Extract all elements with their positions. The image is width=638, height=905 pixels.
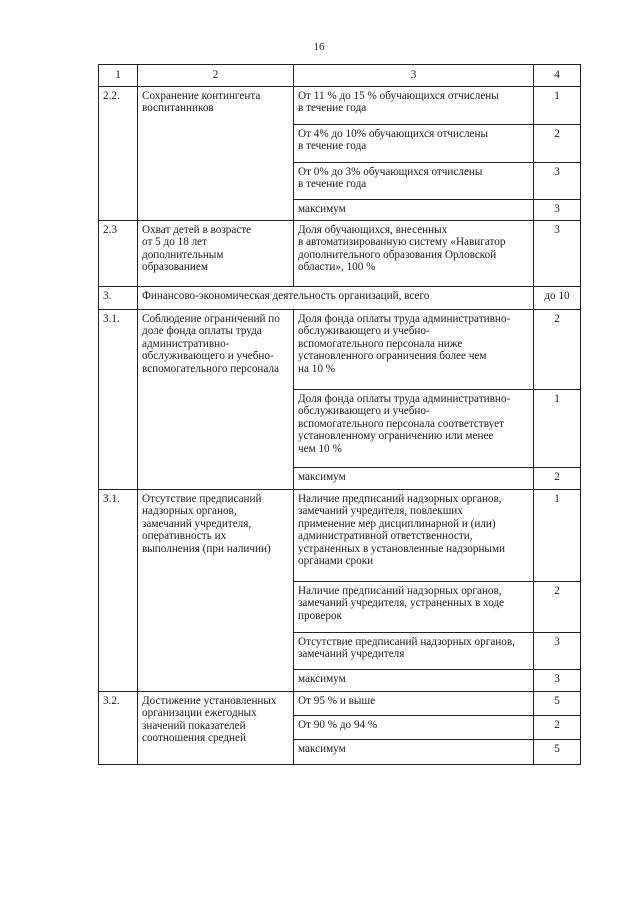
indicator-cell: Отсутствие предписаний надзорных органов, замечаний учредителя <box>294 633 534 670</box>
indicator-cell: максимум <box>294 200 534 221</box>
indicator-cell: максимум <box>294 468 534 490</box>
column-header: 3 <box>294 65 534 87</box>
indicator-cell: Доля фонда оплаты труда административно- обслуживающего и учебно- вспомогательного персонала соответствует установленному ограничению или менее чем 10 % <box>294 390 534 468</box>
score-cell: 1 <box>534 87 581 125</box>
score-cell: 3 <box>534 200 581 221</box>
table-row <box>99 87 581 125</box>
indicator-cell: максимум <box>294 740 534 765</box>
score-cell: до 10 <box>534 287 581 310</box>
criteria-table <box>98 64 581 765</box>
score-cell: 3 <box>534 670 581 692</box>
indicator-cell: Доля обучающихся, внесенных в автоматизированную систему «Навигатор дополнительного образования Орловской области», 100 % <box>294 221 534 287</box>
indicator-cell: Доля фонда оплаты труда административно- обслуживающего и учебно- вспомогательного персонала ниже установленного ограничения более чем на 10 % <box>294 310 534 390</box>
criterion-cell: Охват детей в возрасте от 5 до 18 лет дополнительным образованием <box>138 221 294 287</box>
score-cell: 2 <box>534 468 581 490</box>
table-row <box>99 310 581 390</box>
indicator-cell: От 95 % и выше <box>294 692 534 716</box>
table-row <box>99 692 581 716</box>
score-cell: 3 <box>534 221 581 287</box>
score-cell: 3 <box>534 633 581 670</box>
indicator-cell: От 11 % до 15 % обучающихся отчислены в течение года <box>294 87 534 125</box>
section-title: Финансово-экономическая деятельность организаций, всего <box>138 287 534 310</box>
section-number: 3.2. <box>99 692 138 765</box>
score-cell: 1 <box>534 490 581 582</box>
section-number: 3.1. <box>99 490 138 692</box>
section-number: 3. <box>99 287 138 310</box>
column-header: 2 <box>138 65 294 87</box>
column-header: 4 <box>534 65 581 87</box>
criterion-cell: Достижение установленных организации ежегодных значений показателей соотношения средней <box>138 692 294 765</box>
indicator-cell: От 0% до 3% обучающихся отчислены в течение года <box>294 163 534 200</box>
score-cell: 2 <box>534 310 581 390</box>
indicator-cell: От 4% до 10% обучающихся отчислены в течение года <box>294 125 534 163</box>
indicator-cell: Наличие предписаний надзорных органов, замечаний учредителя, устраненных в ходе проверок <box>294 582 534 633</box>
score-cell: 5 <box>534 692 581 716</box>
column-header: 1 <box>99 65 138 87</box>
page-number: 16 <box>313 41 325 53</box>
table-row <box>99 287 581 310</box>
indicator-cell: От 90 % до 94 % <box>294 716 534 740</box>
criterion-cell: Сохранение контингента воспитанников <box>138 87 294 221</box>
score-cell: 2 <box>534 125 581 163</box>
score-cell: 1 <box>534 390 581 468</box>
indicator-cell: максимум <box>294 670 534 692</box>
score-cell: 2 <box>534 716 581 740</box>
criterion-cell: Соблюдение ограничений по доле фонда оплаты труда административно- обслуживающего и учебно- вспомогательного персонала <box>138 310 294 490</box>
score-cell: 3 <box>534 163 581 200</box>
table-header-row <box>99 65 581 87</box>
criterion-cell: Отсутствие предписаний надзорных органов, замечаний учредителя, оперативность их выполнения (при наличии) <box>138 490 294 692</box>
table-row <box>99 221 581 287</box>
score-cell: 2 <box>534 582 581 633</box>
score-cell: 5 <box>534 740 581 765</box>
section-number: 2.2. <box>99 87 138 221</box>
section-number: 2.3 <box>99 221 138 287</box>
section-number: 3.1. <box>99 310 138 490</box>
table-row <box>99 490 581 582</box>
indicator-cell: Наличие предписаний надзорных органов, замечаний учредителя, повлекших применение мер дисциплинарной и (или) административной ответственности, устраненных в установленные надзорными органами сроки <box>294 490 534 582</box>
